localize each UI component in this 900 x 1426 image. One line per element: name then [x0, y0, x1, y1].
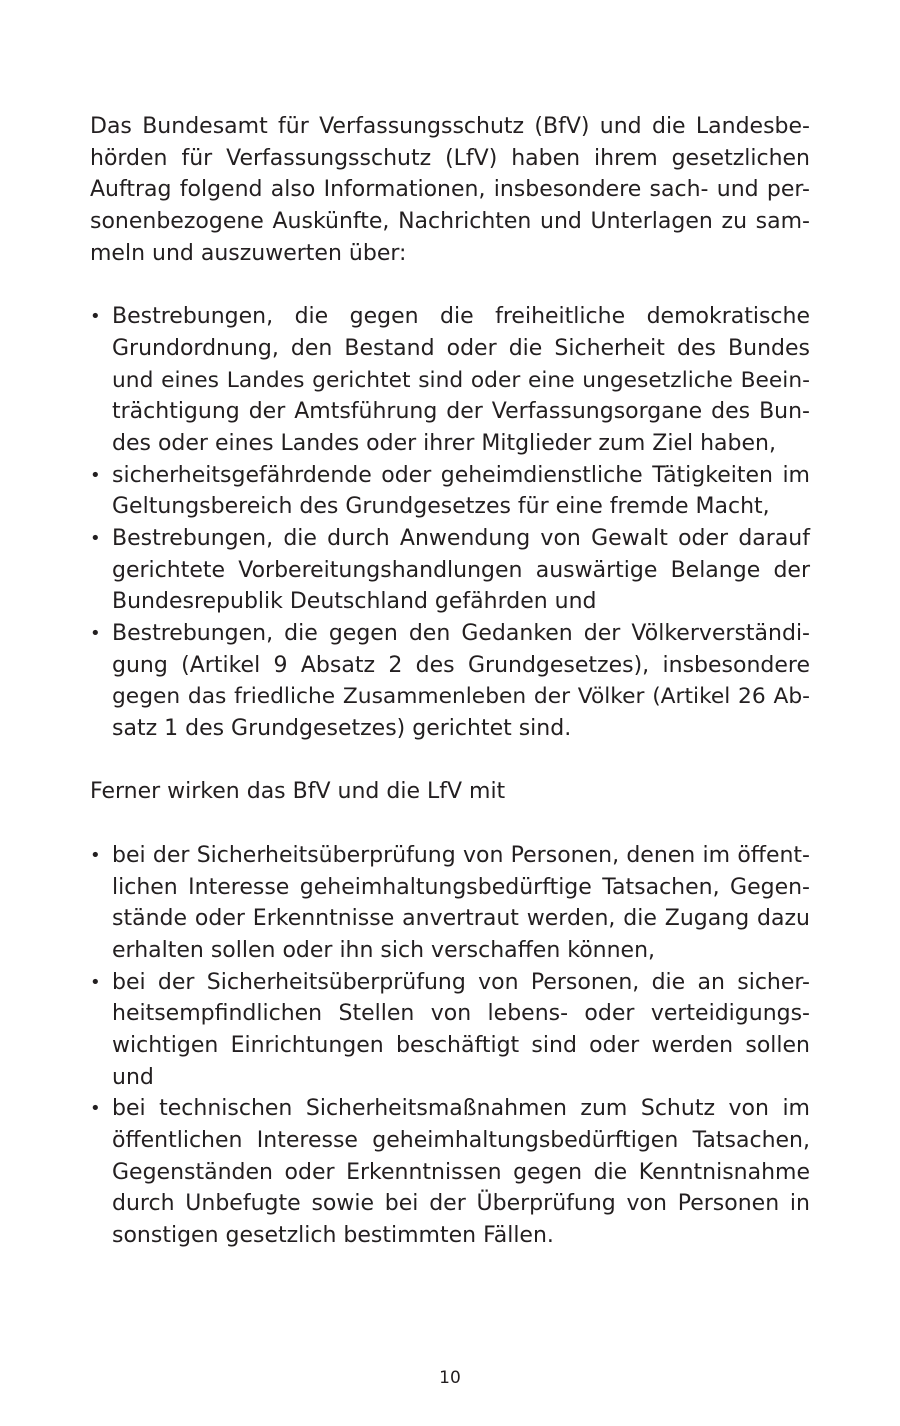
list-item: [90, 618, 810, 745]
list-item-line: sicherheitsgefährdende oder geheimdienstliche Tätigkeiten im: [112, 462, 810, 488]
paragraph-spacer: [90, 745, 810, 777]
list-item: [90, 1093, 810, 1251]
list-item-line: und eines Landes gerichtet sind oder eine ungesetzliche Beein-: [112, 367, 810, 393]
bullet-icon: •: [90, 527, 101, 549]
list-item-line: gung (Artikel 9 Absatz 2 des Grundgesetzes), insbesondere: [112, 652, 810, 678]
list-item-line: gegen das friedliche Zusammenleben der Völker (Artikel 26 Ab-: [112, 684, 810, 710]
list-item-line: Grundordnung, den Bestand oder die Sicherheit des Bundes: [112, 335, 810, 361]
list-item-line: stände oder Erkenntnisse anvertraut werden, die Zugang dazu: [112, 906, 810, 932]
tasks-list: [90, 301, 810, 745]
list-item-line: erhalten sollen oder ihn sich verschaffen können,: [112, 937, 656, 963]
list-item-line: gerichtete Vorbereitungshandlungen auswärtige Belange der: [112, 557, 810, 583]
list-item-line: lichen Interesse geheimhaltungsbedürftige Tatsachen, Gegen-: [112, 874, 810, 900]
paragraph-spacer: [90, 808, 810, 840]
list-item-line: satz 1 des Grundgesetzes) gerichtet sind.: [112, 716, 572, 742]
bullet-icon: •: [90, 844, 101, 866]
intro-paragraph: [90, 111, 810, 269]
middle-paragraph: [90, 776, 810, 808]
list-item: [90, 523, 810, 618]
cooperation-list: [90, 840, 810, 1252]
list-item: [90, 460, 810, 523]
page-number: 10: [439, 1368, 461, 1388]
list-item-line: bei technischen Sicherheitsmaßnahmen zum Schutz von im: [112, 1096, 810, 1122]
list-item: [90, 840, 810, 967]
list-item-line: durch Unbefugte sowie bei der Überprüfung von Personen in: [112, 1191, 810, 1217]
bullet-icon: •: [90, 464, 101, 486]
list-item-line: Gegenständen oder Erkenntnissen gegen die Kenntnisnahme: [112, 1159, 810, 1185]
bullet-icon: •: [90, 971, 101, 993]
intro-line: Das Bundesamt für Verfassungsschutz (BfV) und die Landesbe-: [90, 114, 810, 139]
list-item-line: Bestrebungen, die gegen den Gedanken der Völkerverständi-: [112, 621, 810, 646]
intro-line: Auftrag folgend also Informationen, insbesondere sach- und per-: [90, 177, 810, 203]
list-item-line: Bestrebungen, die gegen die freiheitliche demokratische: [112, 304, 810, 330]
list-item: [90, 301, 810, 459]
list-item-line: wichtigen Einrichtungen beschäftigt sind oder werden sollen: [112, 1032, 810, 1058]
intro-line: meln und auszuwerten über:: [90, 240, 407, 266]
list-item-line: bei der Sicherheitsüberprüfung von Personen, die an sicher-: [112, 969, 810, 995]
bullet-icon: •: [90, 623, 101, 644]
list-item-line: öffentlichen Interesse geheimhaltungsbedürftigen Tatsachen,: [112, 1128, 810, 1153]
document-page: [90, 111, 810, 1252]
intro-line: hörden für Verfassungsschutz (LfV) haben ihrem gesetzlichen: [90, 145, 810, 171]
bullet-icon: •: [90, 306, 101, 328]
list-item: [90, 967, 810, 1094]
middle-line: Ferner wirken das BfV und die LfV mit: [90, 779, 506, 805]
list-item-line: des oder eines Landes oder ihrer Mitglieder zum Ziel haben,: [112, 430, 776, 456]
paragraph-spacer: [90, 269, 810, 301]
list-item-line: heitsempfindlichen Stellen von lebens- oder verteidigungs-: [112, 1001, 810, 1027]
list-item-line: bei der Sicherheitsüberprüfung von Personen, denen im öffent-: [112, 842, 810, 868]
bullet-icon: •: [90, 1098, 101, 1120]
list-item-line: und: [112, 1064, 154, 1090]
list-item-line: trächtigung der Amtsführung der Verfassungsorgane des Bun-: [112, 399, 810, 425]
intro-line: sonenbezogene Auskünfte, Nachrichten und Unterlagen zu sam-: [90, 209, 810, 235]
list-item-line: Geltungsbereich des Grundgesetzes für eine fremde Macht,: [112, 494, 770, 520]
list-item-line: Bundesrepublik Deutschland gefährden und: [112, 589, 597, 615]
list-item-line: Bestrebungen, die durch Anwendung von Gewalt oder darauf: [112, 525, 810, 551]
list-item-line: sonstigen gesetzlich bestimmten Fällen.: [112, 1223, 554, 1249]
